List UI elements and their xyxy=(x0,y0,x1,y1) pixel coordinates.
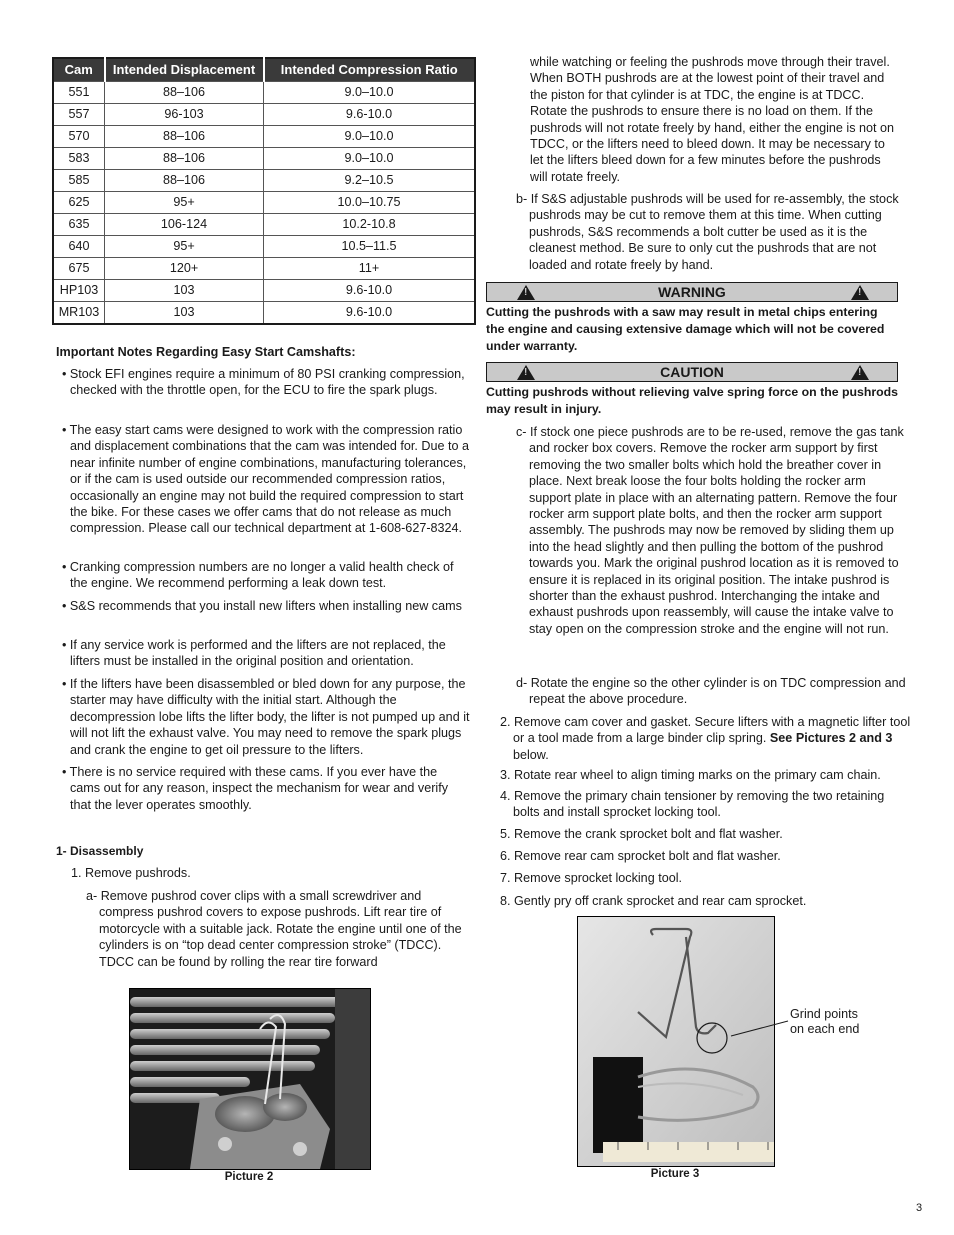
cam-spec-table xyxy=(52,57,476,325)
warning-title: WARNING xyxy=(658,284,726,300)
step-6: 6. Remove rear cam sprocket bolt and flat washer. xyxy=(500,849,781,863)
grind-points-label-line-1: Grind points xyxy=(790,1007,858,1021)
table-cell: 88–106 xyxy=(105,148,264,170)
table-row xyxy=(53,236,475,258)
table-cell: 11+ xyxy=(264,258,476,280)
table-cell: 551 xyxy=(53,82,105,104)
table-cell: 585 xyxy=(53,170,105,192)
step-a: a- Remove pushrod cover clips with a small screwdriver and compress pushrod covers to expose pushrods. Lift rear tire of motorcycle with a suitable jack. Rotate the engine until one of the cylinders is on “top dead center compression stroke” (TDCC). TDCC can be found by rolling the rear tire forward xyxy=(86,889,462,969)
table-cell: 95+ xyxy=(105,236,264,258)
callout-leader-line xyxy=(723,1010,793,1050)
table-cell: HP103 xyxy=(53,280,105,302)
table-cell: 88–106 xyxy=(105,126,264,148)
step-2-text: 2. Remove cam cover and gasket. Secure lifters with a magnetic lifter tool or a tool made from a large binder clip spring. xyxy=(500,715,911,746)
note-item: • Cranking compression numbers are no longer a valid health check of the engine. We recommend performing a leak down test. xyxy=(62,560,454,591)
disassembly-heading: 1- Disassembly xyxy=(56,844,144,858)
step-c: c- If stock one piece pushrods are to be re-used, remove the gas tank and rocker box covers. Remove the rocker arm support by first removing the two smaller bolts which hold the breather cover in place. Next break loose the four bolts holding the rocker arm support plate in place with an alternating pattern. Remove the four rocker arm support plate bolts, and then the rocker arm support assembly. The pushrods may now be removed by sliding them up into the head slightly and then pulling the bottom of the pushrod towards you. Mark the original pushrod location as it is removed to ensure it is replaced in its original position. The intake pushrod is shorter than the exhaust pushrod. Interchanging the intake and exhaust pushrods upon reassembly, will cause the intake valve to stay open on the compression stroke and the engine will not run. xyxy=(516,425,904,636)
table-cell: 9.0–10.0 xyxy=(264,82,476,104)
table-cell: 106-124 xyxy=(105,214,264,236)
column-header-compression: Intended Compression Ratio xyxy=(264,58,476,82)
note-item: • If any service work is performed and the lifters are not replaced, the lifters must be installed in the original position and orientation. xyxy=(62,638,446,669)
table-cell: 88–106 xyxy=(105,170,264,192)
note-item: • There is no service required with these cams. If you ever have the cams out for any reason, inspect the mechanism for wear and verify that the lever operates smoothly. xyxy=(62,765,448,812)
table-row xyxy=(53,148,475,170)
caution-text: Cutting pushrods without relieving valve spring force on the pushrods may result in injury. xyxy=(486,385,898,416)
table-cell: 9.2–10.5 xyxy=(264,170,476,192)
grind-points-label xyxy=(790,1007,910,1037)
table-cell: 103 xyxy=(105,302,264,325)
step-3: 3. Rotate rear wheel to align timing marks on the primary cam chain. xyxy=(500,768,881,782)
picture-3-caption: Picture 3 xyxy=(650,1168,700,1180)
table-row xyxy=(53,280,475,302)
table-cell: 625 xyxy=(53,192,105,214)
step-a-continued: while watching or feeling the pushrods move through their travel. When BOTH pushrods are at the lowest point of their travel and the piston for that cylinder is at TDC, the engine is at TDCC. Rotate the pushrods to ensure there is no load on them. If the pushrods will not rotate freely by hand, either the engine is not on TDCC, or the lifters need to bleed down. It may be necessary to let the lifters bleed down for a few minutes before the pushrods will rotate freely. xyxy=(530,55,895,184)
step-7: 7. Remove sprocket locking tool. xyxy=(500,871,682,885)
step-8: 8. Gently pry off crank sprocket and rear cam sprocket. xyxy=(500,894,807,908)
table-cell: 96-103 xyxy=(105,104,264,126)
column-header-cam: Cam xyxy=(53,58,105,82)
warning-banner xyxy=(486,282,898,302)
table-cell: 10.0–10.75 xyxy=(264,192,476,214)
table-row xyxy=(53,82,475,104)
caution-triangle-icon: ! xyxy=(517,365,535,380)
note-item: • S&S recommends that you install new lifters when installing new cams xyxy=(62,599,462,613)
table-row xyxy=(53,258,475,280)
step-5: 5. Remove the crank sprocket bolt and flat washer. xyxy=(500,827,783,841)
table-cell: 557 xyxy=(53,104,105,126)
table-cell: 120+ xyxy=(105,258,264,280)
table-cell: 9.6-10.0 xyxy=(264,302,476,325)
table-cell: 9.6-10.0 xyxy=(264,104,476,126)
table-cell: 9.6-10.0 xyxy=(264,280,476,302)
grind-points-label-line-2: on each end xyxy=(790,1022,860,1036)
table-cell: 640 xyxy=(53,236,105,258)
step-b: b- If S&S adjustable pushrods will be used for re-assembly, the stock pushrods may be cut to remove them at this time. When cutting pushrods, S&S recommends a bolt cutter be used as it is the cleanest method. Be sure to only cut the pushrods that are not loaded and rotate freely by hand. xyxy=(516,192,899,272)
caution-triangle-icon: ! xyxy=(851,365,869,380)
table-cell: 675 xyxy=(53,258,105,280)
column-header-displacement: Intended Displacement xyxy=(105,58,264,82)
table-cell: 635 xyxy=(53,214,105,236)
picture-2-photo xyxy=(129,988,371,1170)
step-2-end: below. xyxy=(513,747,549,762)
notes-heading: Important Notes Regarding Easy Start Camshafts: xyxy=(56,345,356,359)
table-row xyxy=(53,214,475,236)
caution-banner xyxy=(486,362,898,382)
step-2-picture-reference: See Pictures 2 and 3 xyxy=(769,731,893,746)
engine-photo-illustration xyxy=(130,989,370,1169)
caution-title: CAUTION xyxy=(660,364,724,380)
table-cell: 9.0–10.0 xyxy=(264,126,476,148)
table-row xyxy=(53,104,475,126)
warning-triangle-icon: ! xyxy=(517,285,535,300)
table-cell: MR103 xyxy=(53,302,105,325)
step-1: 1. Remove pushrods. xyxy=(71,866,191,880)
table-cell: 9.0–10.0 xyxy=(264,148,476,170)
table-cell: 103 xyxy=(105,280,264,302)
page-number: 3 xyxy=(916,1202,923,1214)
picture-2-caption: Picture 2 xyxy=(224,1171,274,1183)
table-row xyxy=(53,192,475,214)
warning-triangle-icon: ! xyxy=(851,285,869,300)
table-row xyxy=(53,302,475,325)
step-2 xyxy=(500,714,913,763)
table-cell: 10.5–11.5 xyxy=(264,236,476,258)
warning-text: Cutting the pushrods with a saw may result in metal chips entering the engine and causing extensive damage which will not be covered under warranty. xyxy=(486,305,885,353)
note-item: • If the lifters have been disassembled or bled down for any purpose, the starter may have difficulty with the initial start. Although the decompression lobe lifts the lifter body, the lifter is not pumped up and it will not lift the exhaust valve. You may need to remove the spark plugs and crank the engine to get oil pressure to the lifters. xyxy=(62,677,470,757)
step-4: 4. Remove the primary chain tensioner by removing the two retaining bolts and install sprocket locking tool. xyxy=(500,789,885,820)
table-cell: 95+ xyxy=(105,192,264,214)
table-row xyxy=(53,170,475,192)
step-d: d- Rotate the engine so the other cylinder is on TDC compression and repeat the above procedure. xyxy=(516,676,906,707)
table-header-row xyxy=(53,58,475,82)
table-row xyxy=(53,126,475,148)
table-cell: 583 xyxy=(53,148,105,170)
note-item: • Stock EFI engines require a minimum of 80 PSI cranking compression, checked with the throttle open, for the ECU to fire the spark plugs. xyxy=(62,367,465,398)
table-cell: 570 xyxy=(53,126,105,148)
table-cell: 10.2-10.8 xyxy=(264,214,476,236)
note-item: • The easy start cams were designed to work with the compression ratio and displacement combinations that the cam was intended for. Due to a near infinite number of engine combinations, manufacturing tolerances, or if the cam is used outside our recommended compression ratios, occasionally an engine may not build the required compression to start the bike. For these cases we offer cams that do not release as much compression. Please call our technical department at 1-608-627-8324. xyxy=(62,423,470,536)
table-cell: 88–106 xyxy=(105,82,264,104)
